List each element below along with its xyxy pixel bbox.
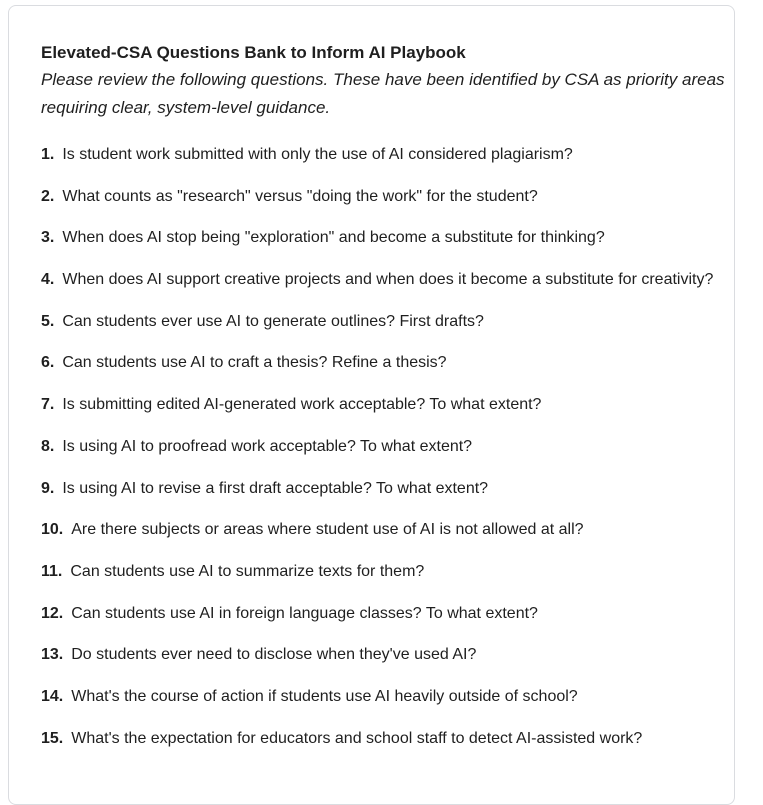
question-item bbox=[41, 434, 731, 460]
question-number: 7. bbox=[41, 396, 55, 414]
questions-list bbox=[41, 142, 731, 752]
question-text: What's the course of action if students use AI heavily outside of school? bbox=[71, 687, 578, 705]
question-number: 2. bbox=[41, 187, 55, 205]
question-number: 10. bbox=[41, 521, 64, 539]
question-text: What's the expectation for educators and school staff to detect AI-assisted work? bbox=[71, 729, 643, 747]
question-item bbox=[41, 309, 731, 335]
question-item bbox=[41, 476, 731, 502]
question-text: When does AI support creative projects and when does it become a substitute for creativity? bbox=[62, 271, 714, 289]
question-item bbox=[41, 142, 731, 168]
question-item bbox=[41, 350, 731, 376]
question-text: What counts as "research" versus "doing the work" for the student? bbox=[62, 187, 538, 205]
question-number: 11. bbox=[41, 562, 63, 580]
question-number: 4. bbox=[41, 271, 55, 289]
document-title: Elevated-CSA Questions Bank to Inform AI Playbook bbox=[41, 43, 466, 62]
questions-card bbox=[8, 5, 735, 805]
question-number: 12. bbox=[41, 604, 64, 622]
question-item bbox=[41, 517, 731, 543]
question-number: 9. bbox=[41, 479, 55, 497]
card-content bbox=[41, 40, 731, 767]
question-number: 5. bbox=[41, 312, 55, 330]
question-item bbox=[41, 559, 731, 585]
question-item bbox=[41, 601, 731, 627]
question-item bbox=[41, 225, 731, 251]
question-item bbox=[41, 392, 731, 418]
document-subtitle: Please review the following questions. These have been identified by CSA as priority areas requiring clear, system-level guidance. bbox=[41, 70, 725, 117]
question-text: Can students ever use AI to generate outlines? First drafts? bbox=[62, 312, 484, 330]
question-text: Can students use AI to summarize texts for them? bbox=[70, 562, 425, 580]
question-text: Is using AI to proofread work acceptable? To what extent? bbox=[62, 437, 473, 455]
question-text: Is submitting edited AI-generated work acceptable? To what extent? bbox=[62, 396, 542, 414]
question-number: 3. bbox=[41, 229, 55, 247]
question-text: Can students use AI to craft a thesis? Refine a thesis? bbox=[62, 354, 447, 372]
question-number: 8. bbox=[41, 437, 55, 455]
question-text: Do students ever need to disclose when they've used AI? bbox=[71, 646, 477, 664]
question-item bbox=[41, 726, 731, 752]
question-number: 6. bbox=[41, 354, 55, 372]
question-number: 1. bbox=[41, 146, 55, 163]
question-item bbox=[41, 684, 731, 710]
question-item bbox=[41, 184, 731, 210]
question-number: 13. bbox=[41, 646, 64, 664]
question-text: Is student work submitted with only the use of AI considered plagiarism? bbox=[62, 146, 573, 163]
question-text: Is using AI to revise a first draft acceptable? To what extent? bbox=[62, 479, 489, 497]
question-number: 14. bbox=[41, 687, 64, 705]
question-item bbox=[41, 267, 731, 293]
question-text: Are there subjects or areas where student use of AI is not allowed at all? bbox=[71, 521, 584, 539]
question-number: 15. bbox=[41, 729, 64, 747]
question-text: Can students use AI in foreign language classes? To what extent? bbox=[71, 604, 538, 622]
question-text: When does AI stop being "exploration" and become a substitute for thinking? bbox=[62, 229, 605, 247]
question-item bbox=[41, 642, 731, 668]
